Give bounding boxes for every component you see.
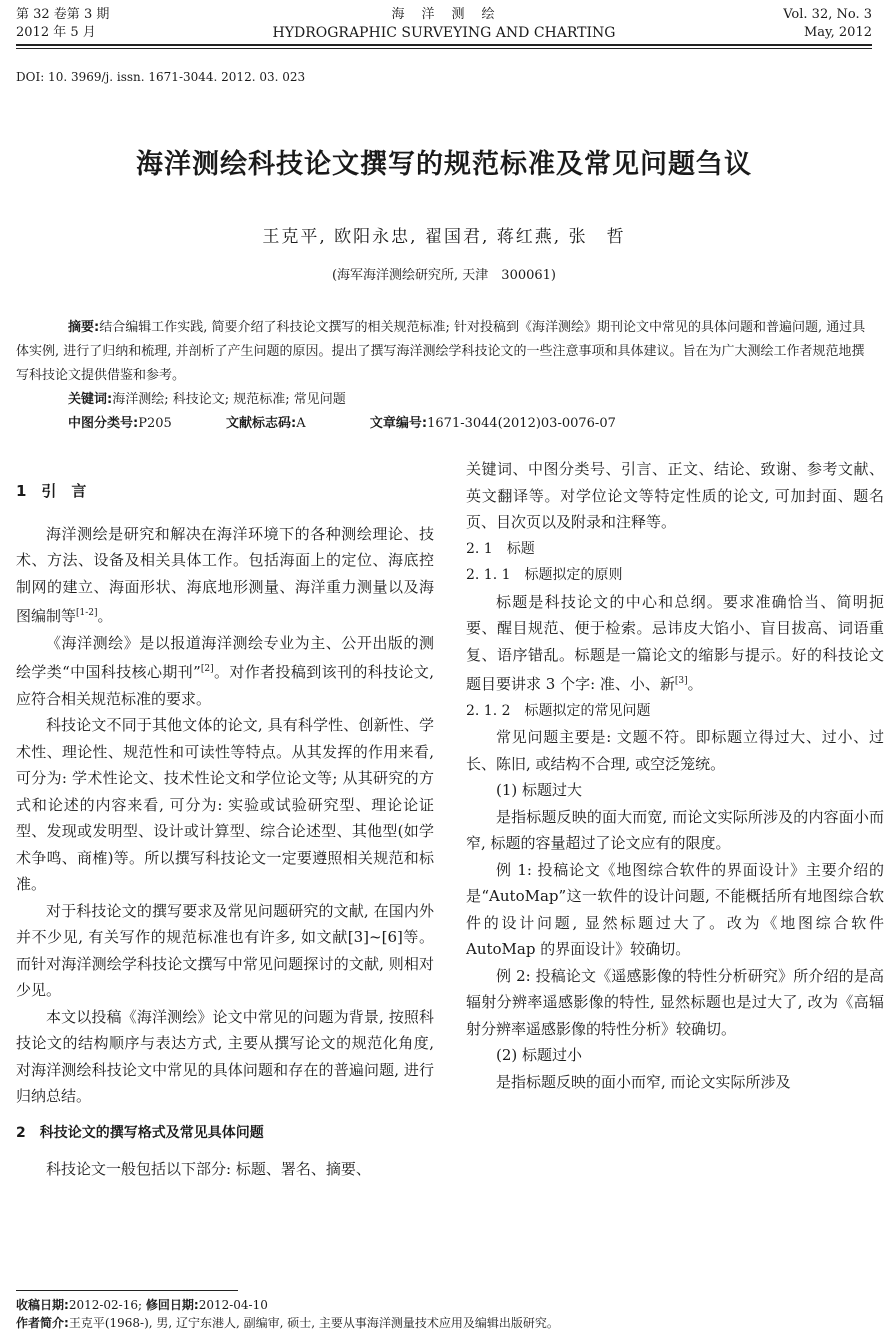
abstract-label: 摘要: xyxy=(68,320,100,335)
abstract-block xyxy=(16,316,872,436)
subsection-2-1-1: 2. 1. 1 标题拟定的原则 xyxy=(466,567,623,583)
subsection-2-1: 2. 1 标题 xyxy=(466,540,535,557)
date-cn: 2012 年 5 月 xyxy=(16,25,96,40)
abstract-text: 结合编辑工作实践, 简要介绍了科技论文撰写的相关规范标准; 针对投稿到《海洋测绘》期刊论文中常见的具体问题和普遍问题, 通过具体实例, 进行了归纳和梳理, 并剖析了产生问题的原因。提出了撰写海洋测绘学科技论文的一些注意事项和具体建议。旨在为广大测绘工作者规范地撰写科技论文提供借鉴和参考。 xyxy=(16,320,866,383)
example-2: 例 2: 投稿论文《遥感影像的特性分析研究》所介绍的是高辐射分辨率遥感影像的特性, 显然标题也是过大了, 改为《高辐射分辨率遥感影像的特性分析》较确切。 xyxy=(466,966,884,1038)
classification-line xyxy=(16,412,872,436)
doccode-label: 文献标志码: xyxy=(226,416,297,431)
right-column xyxy=(466,456,884,1095)
left-paragraph-1: 海洋测绘是研究和解决在海洋环境下的各种测绘理论、技术、方法、设备及相关具体工作。包括海面上的定位、海底控制网的建立、海面形状、海底地形测量、海洋重力测量以及海图编制等[1-2]。 xyxy=(16,524,434,625)
example-1: 例 1: 投稿论文《地图综合软件的界面设计》主要介绍的是“AutoMap”这一软件的设计问题, 不能概括所有地图综合软件的设计问题, 显然标题过大了。改为《地图综合软件 AutoMap 的界面设计》较确切。 xyxy=(466,860,884,958)
clc-value: P205 xyxy=(138,416,172,431)
authors: 王克平, 欧阳永忠, 翟国君, 蒋红燕, 张 哲 xyxy=(262,227,626,247)
left-column xyxy=(16,478,434,1183)
header-rule-thin xyxy=(16,48,872,49)
clc-label: 中图分类号: xyxy=(68,416,139,431)
doccode-value: A xyxy=(296,416,306,431)
articleno-label: 文章编号: xyxy=(369,416,428,431)
left-paragraph-4: 对于科技论文的撰写要求及常见问题研究的文献, 在国内外并不少见, 有关写作的规范标准也有许多, 如文献[3]~[6]等。而针对海洋测绘学科技论文撰写中常见问题探讨的文献, 则相对少见。 xyxy=(16,901,434,999)
left-paragraph-2: 《海洋测绘》是以报道海洋测绘专业为主、公开出版的测绘学类“中国科技核心期刊”[2]。对作者投稿到该刊的科技论文, 应符合相关规范标准的要求。 xyxy=(16,633,434,708)
keywords xyxy=(16,388,872,412)
right-paragraph-7: 是指标题反映的面小而窄, 而论文实际所涉及 xyxy=(496,1072,791,1091)
footnote-rule xyxy=(16,1290,238,1291)
right-paragraph-1: 关键词、中图分类号、引言、正文、结论、致谢、参考文献、英文翻译等。对学位论文等特定性质的论文, 可加封面、题名页、目次页以及附录和注释等。 xyxy=(466,460,884,531)
left-paragraph-3: 科技论文不同于其他文体的论文, 具有科学性、创新性、学术性、理论性、规范性和可读性等特点。从其发挥的作用来看, 可分为: 学术性论文、技术性论文和学位论文等; 从其研究的方式和论述的内容来看, 可分为: 实验或试验研究型、理论论证型、发现或发明型、设计或计算型、综合论述型、其他型(如学术争鸣、商榷)等。所以撰写科技论文一定要遵照相关规范和标准。 xyxy=(16,716,434,893)
header-rule xyxy=(16,44,872,46)
date-en: May, 2012 xyxy=(803,25,872,40)
subsection-2-1-2: 2. 1. 2 标题拟定的常见问题 xyxy=(466,702,651,719)
right-paragraph-4: 是指标题反映的面大而宽, 而论文实际所涉及的内容面小而窄, 标题的容量超过了论文应有的限度。 xyxy=(466,807,884,852)
footnote-dates: 收稿日期:2012-02-16; 修回日期:2012-04-10 xyxy=(16,1298,268,1312)
journal-en: HYDROGRAPHIC SURVEYING AND CHARTING xyxy=(272,25,616,41)
keywords-text: 海洋测绘; 科技论文; 规范标准; 常见问题 xyxy=(112,392,346,407)
keywords-label: 关键词: xyxy=(68,392,113,407)
section-2-heading: 2 科技论文的撰写格式及常见具体问题 xyxy=(16,1124,264,1141)
paper-title: 海洋测绘科技论文撰写的规范标准及常见问题刍议 xyxy=(136,149,752,180)
item-2: (2) 标题过小 xyxy=(496,1046,583,1064)
articleno-value: 1671-3044(2012)03-0076-07 xyxy=(427,416,616,431)
section-1-heading: 1 引 言 xyxy=(16,482,87,500)
footnote-author: 作者简介:王克平(1968-), 男, 辽宁东港人, 副编审, 硕士, 主要从事海洋测量技术应用及编辑出版研究。 xyxy=(16,1316,559,1330)
right-paragraph-3: 常见问题主要是: 文题不符。即标题立得过大、过小、过长、陈旧, 或结构不合理, 或空泛笼统。 xyxy=(466,728,884,773)
left-paragraph-5: 本文以投稿《海洋测绘》论文中常见的问题为背景, 按照科技论文的结构顺序与表达方式, 主要从撰写论文的规范化角度, 对海洋测绘科技论文中常见的具体问题和存在的普遍问题, 进行归纳总结。 xyxy=(16,1007,434,1105)
doi: DOI: 10. 3969/j. issn. 1671-3044. 2012. 03. 023 xyxy=(16,70,306,84)
volume-en: Vol. 32, No. 3 xyxy=(783,7,872,22)
journal-cn: 海 洋 测 绘 xyxy=(391,7,497,22)
affiliation: (海军海洋测绘研究所, 天津 300061) xyxy=(331,268,557,283)
right-paragraph-2: 标题是科技论文的中心和总纲。要求准确恰当、简明扼要、醒目规范、便于检索。忌讳皮大馅小、盲目拔高、词语重复、语序错乱。标题是一篇论文的缩影与提示。好的科技论文题目要讲求 3 个字: 准、小、新[3]。 xyxy=(466,592,884,693)
item-1: (1) 标题过大 xyxy=(496,781,583,799)
left-paragraph-6: 科技论文一般包括以下部分: 标题、署名、摘要、 xyxy=(46,1160,371,1178)
volume-cn: 第 32 卷第 3 期 xyxy=(16,7,110,22)
abstract xyxy=(16,316,872,388)
